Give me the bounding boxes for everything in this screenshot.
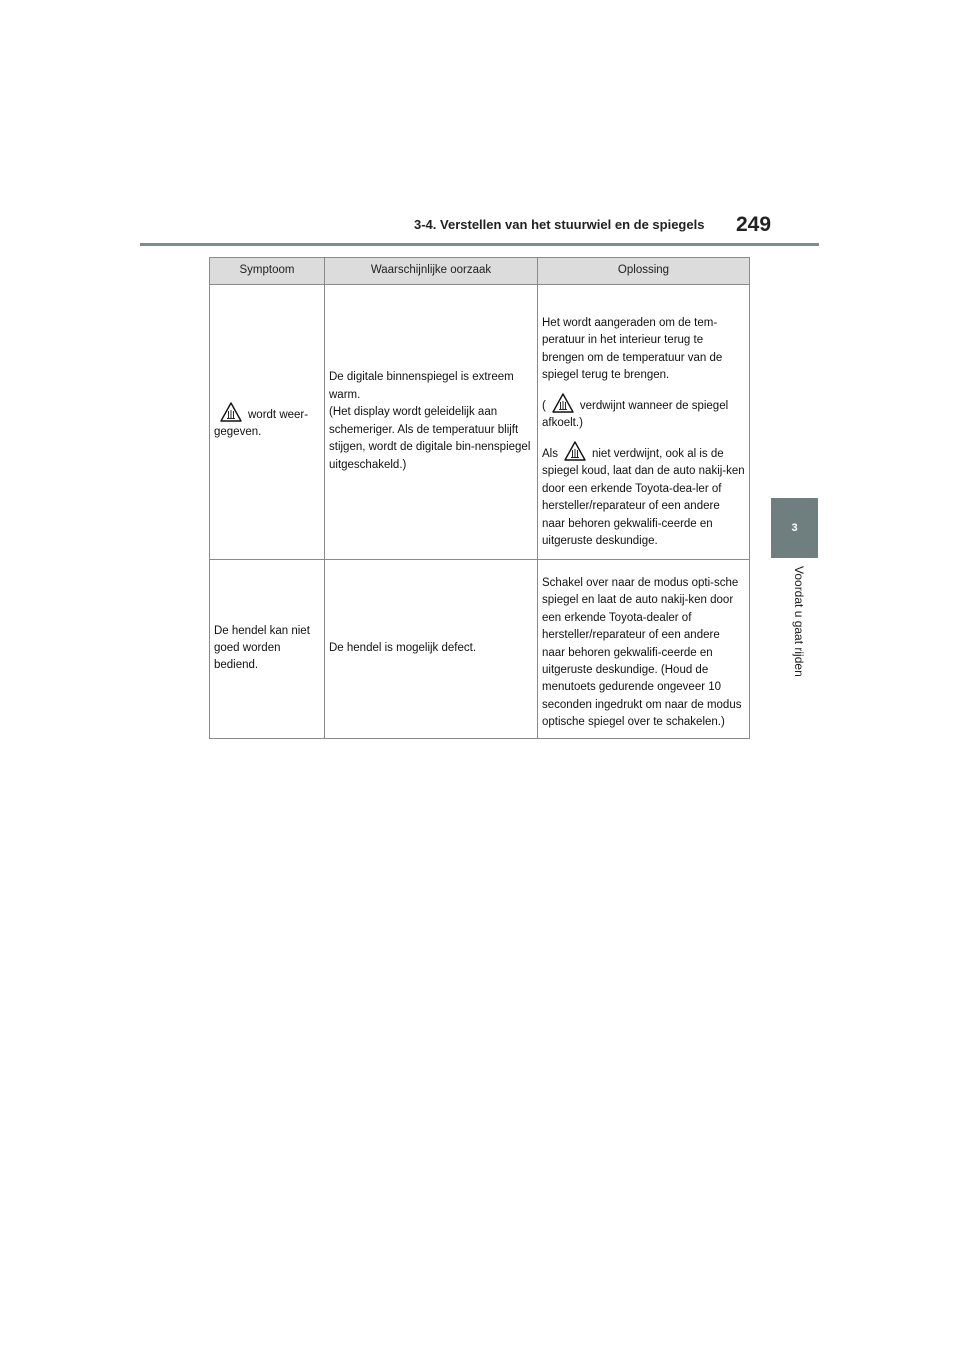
chapter-number: 3 xyxy=(791,522,798,534)
solution-3-suffix: niet verdwijnt, ook al is de spiegel koud, laat dan de auto nakij-ken door een erkende Toyota-dea-ler of hersteller/reparateur of een andere naar behoren gekwalifi-ceerde en uitgeruste deskundige. xyxy=(542,447,745,548)
symptom-line-1 xyxy=(214,402,320,424)
header-divider xyxy=(140,243,819,246)
symptom-line-2: gegeven. xyxy=(214,426,262,439)
solution-3-prefix: Als xyxy=(542,447,558,460)
cause-text-1: De digitale binnenspiegel is extreem warm. xyxy=(329,371,514,401)
solution-paragraph-1: Het wordt aangeraden om de tem-peratuur in het interieur terug te brengen om de temperatuur van de spiegel terug te brengen. xyxy=(542,317,723,382)
column-header-symptom: Symptoom xyxy=(210,258,325,285)
symptom-cell: De hendel kan niet goed worden bediend. xyxy=(210,559,325,738)
solution-paragraph-3 xyxy=(542,441,745,551)
section-title: 3-4. Verstellen van het stuurwiel en de spiegels xyxy=(414,217,705,232)
column-header-solution: Oplossing xyxy=(538,258,750,285)
troubleshooting-table xyxy=(209,257,750,739)
mirror-heat-warning-icon xyxy=(552,393,574,413)
solution-2-suffix: verdwijnt wanneer de spiegel afkoelt.) xyxy=(542,399,729,430)
mirror-heat-warning-icon xyxy=(564,441,586,461)
cause-cell: De hendel is mogelijk defect. xyxy=(325,559,538,738)
cause-text-2: (Het display wordt geleidelijk aan schemeriger. Als de temperatuur blijft stijgen, wordt de digitale bin-nenspiegel uitgeschakeld.) xyxy=(329,406,531,471)
solution-paragraph-2 xyxy=(542,393,745,433)
table-header-row xyxy=(210,258,750,285)
solution-cell: Schakel over naar de modus opti-sche spiegel en laat de auto nakij-ken door een erkende Toyota-dealer of hersteller/reparateur of een andere naar behoren gekwalifi-ceerde en uitgeruste deskundige. (Houd de menutoets gedurende ongeveer 10 seconden ingedrukt om naar de modus optische spiegel over te schakelen.) xyxy=(538,559,750,738)
mirror-heat-warning-icon xyxy=(220,402,242,422)
table-row xyxy=(210,285,750,560)
page-number: 249 xyxy=(736,213,772,236)
table-row xyxy=(210,559,750,738)
cause-cell xyxy=(325,285,538,560)
chapter-tab xyxy=(771,498,818,558)
solution-cell xyxy=(538,285,750,560)
symptom-text: wordt weer- xyxy=(248,408,309,421)
solution-2-prefix: ( xyxy=(542,399,546,412)
column-header-cause: Waarschijnlijke oorzaak xyxy=(325,258,538,285)
chapter-label: Voordat u gaat rijden xyxy=(792,566,806,677)
symptom-cell xyxy=(210,285,325,560)
